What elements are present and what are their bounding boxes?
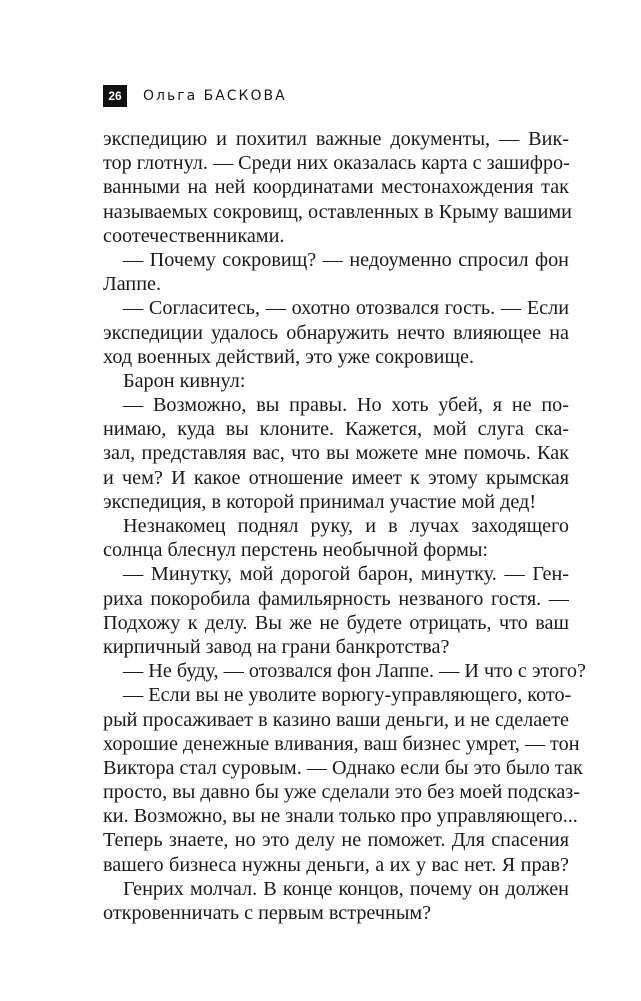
text-line: Генрих молчал. В конце концов, почему он должен xyxy=(123,877,569,900)
text-line: ванными на ней координатами местонахождения так xyxy=(103,176,569,199)
text-line: риха покоробила фамильярность незваного гостя. — xyxy=(103,587,569,610)
text-line: тор глотнул. — Среди них оказалась карта с зашифро- xyxy=(103,152,570,175)
text-line: Теперь знаете, но это делу не поможет. Для спасения xyxy=(103,829,569,852)
body-text xyxy=(103,127,586,925)
text-line: Лаппе. xyxy=(103,273,161,296)
text-line: Подхожу к делу. Вы же не будете отрицать, что ваш xyxy=(103,611,569,634)
page-number: 26 xyxy=(103,85,127,107)
text-line: вашего бизнеса нужны деньги, а их у вас нет. Я прав? xyxy=(103,853,569,876)
running-head-author: Ольга БАСКОВА xyxy=(143,88,287,104)
text-line: ки. Возможно, вы не знали только про управляющего... xyxy=(103,805,578,828)
text-line: ход военных действий, это уже сокровище. xyxy=(103,345,475,368)
text-line: Незнакомец поднял руку, и в лучах заходящего xyxy=(123,515,569,537)
text-line: — Если вы не уволите ворюгу-управляющего, кото- xyxy=(123,684,572,707)
text-line: откровенничать с первым встречным? xyxy=(103,902,432,924)
text-line: солнца блеснул перстень необычной формы: xyxy=(103,539,489,562)
text-line: нимаю, куда вы клоните. Кажется, мой слуга ска- xyxy=(103,418,569,441)
text-line: Виктора стал суровым. — Однако если бы это было так xyxy=(103,756,583,779)
page-header xyxy=(103,84,287,108)
text-line: экспедиции удалось обнаружить нечто влияющее на xyxy=(103,321,569,344)
text-line: экспедицию и похитил важные документы, — Вик- xyxy=(103,128,569,150)
text-line: — Минутку, мой дорогой барон, минутку. — Ген- xyxy=(123,563,569,586)
text-line: — Возможно, вы правы. Но хоть убей, я не по- xyxy=(123,394,569,417)
text-line: — Почему сокровищ? — недоуменно спросил фон xyxy=(123,248,569,271)
text-line: экспедиция, в которой принимал участие мой дед! xyxy=(103,490,537,513)
text-line: рый просаживает в казино ваши деньги, и не сделаете xyxy=(103,708,569,731)
text-line: соотечественниками. xyxy=(103,224,285,247)
text-line: — Не буду, — отозвался фон Лаппе. — И что с этого? xyxy=(123,660,586,683)
text-line: зал, представляя вас, что вы можете мне помочь. Как xyxy=(103,442,569,465)
text-line: хорошие денежные вливания, ваш бизнес умрет, — тон xyxy=(103,732,580,755)
text-line: называемых сокровищ, оставленных в Крыму вашими xyxy=(103,200,572,223)
text-line: — Согласитесь, — охотно отозвался гость. — Если xyxy=(123,297,569,320)
text-line: Барон кивнул: xyxy=(123,369,246,392)
text-line: и чем? И какое отношение имеет к этому крымская xyxy=(103,466,569,489)
text-line: кирпичный завод на грани банкротства? xyxy=(103,635,450,658)
text-line: просто, вы давно бы уже сделали это без моей подсказ- xyxy=(103,781,580,804)
